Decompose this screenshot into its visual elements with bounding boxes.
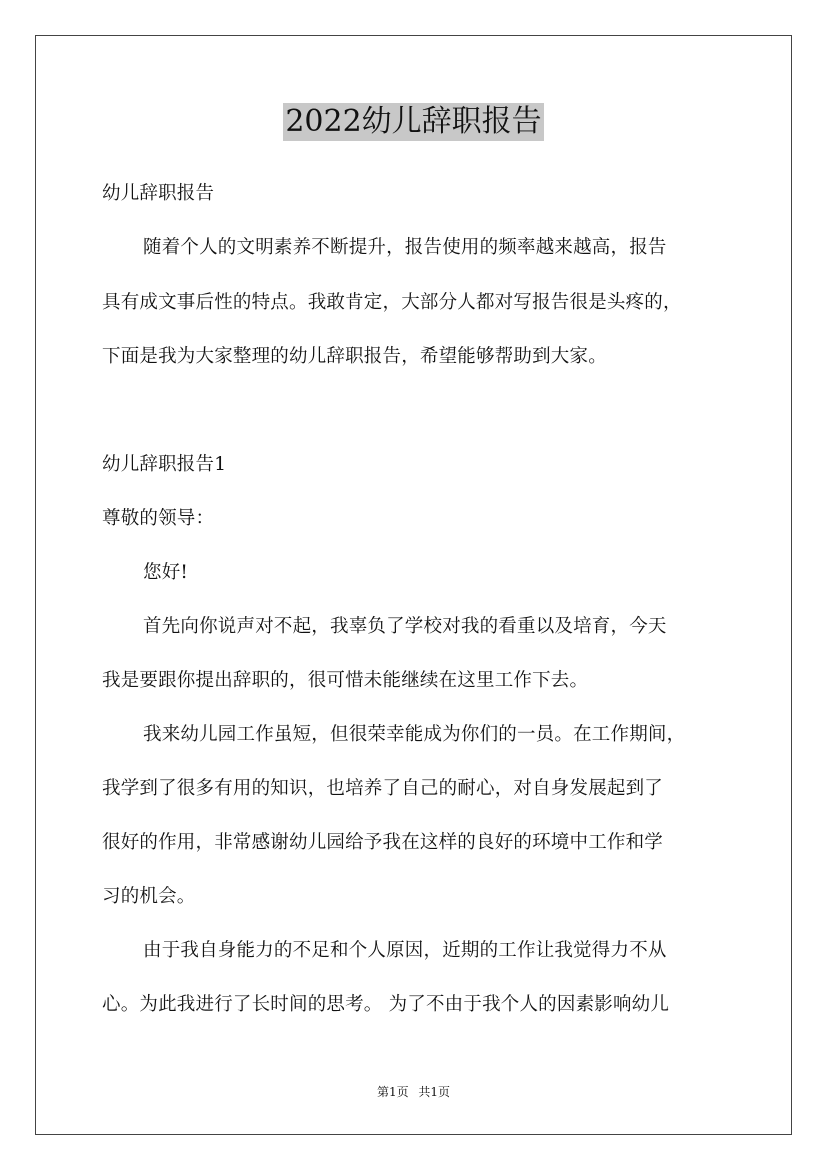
document-title: 2022幼儿辞职报告 [285,104,542,139]
greeting: 您好! [143,562,189,583]
section-heading: 幼儿辞职报告1 [102,454,227,475]
para2-line-1: 我来幼儿园工作虽短，但很荣幸能成为你们的一员。在工作期间， [143,724,686,745]
para2-line-2: 我学到了很多有用的知识，也培养了自己的耐心，对自身发展起到了 [102,778,664,799]
intro-line-1: 随着个人的文明素养不断提升，报告使用的频率越来越高，报告 [143,237,667,258]
page-number: 第1页 [376,1085,409,1099]
intro-line-2: 具有成文事后性的特点。我敢肯定，大部分人都对写报告很是头疼的， [102,292,682,313]
para3-line-1: 由于我自身能力的不足和个人原因，近期的工作让我觉得力不从 [143,940,667,961]
title-container [0,103,827,141]
para3-line-2: 心。为此我进行了长时间的思考。 为了不由于我个人的因素影响幼儿 [102,994,670,1015]
intro-line-3: 下面是我为大家整理的幼儿辞职报告，希望能够帮助到大家。 [102,346,607,367]
document-subtitle: 幼儿辞职报告 [102,183,215,204]
para1-line-2: 我是要跟你提出辞职的，很可惜未能继续在这里工作下去。 [102,670,589,691]
para1-line-1: 首先向你说声对不起，我辜负了学校对我的看重以及培育，今天 [143,616,667,637]
page-footer [0,1084,827,1100]
para2-line-4: 习的机会。 [102,886,196,907]
salutation: 尊敬的领导： [102,508,215,529]
page-total: 共1页 [418,1085,451,1099]
para2-line-3: 很好的作用，非常感谢幼儿园给予我在这样的良好的环境中工作和学 [102,832,664,853]
